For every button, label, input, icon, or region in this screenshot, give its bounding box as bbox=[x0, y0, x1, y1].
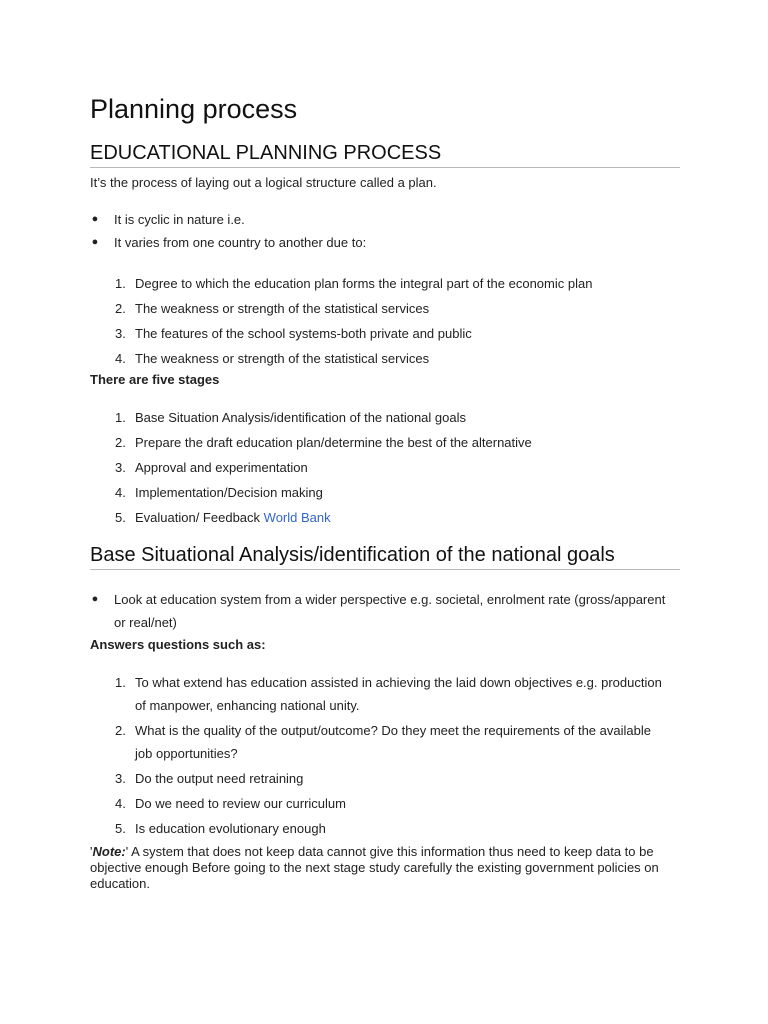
note-label: Note: bbox=[92, 844, 126, 859]
list-item: 3. Do the output need retraining bbox=[115, 771, 304, 786]
bullet-icon: ● bbox=[91, 593, 99, 605]
section-heading-base-situational-analysis: Base Situational Analysis/identification of the national goals bbox=[90, 542, 680, 570]
list-item: ● It is cyclic in nature i.e. bbox=[90, 208, 680, 231]
questions-list bbox=[90, 671, 680, 840]
list-item: 1. Base Situation Analysis/identification of the national goals bbox=[115, 410, 466, 425]
list-item: 2. Prepare the draft education plan/determine the best of the alternative bbox=[115, 435, 532, 450]
bullet-icon: ● bbox=[91, 213, 99, 225]
page-title: Planning process bbox=[90, 94, 298, 124]
list-item: 3. The features of the school systems-both private and public bbox=[115, 326, 472, 341]
list-item: 4. The weakness or strength of the statistical services bbox=[115, 351, 430, 366]
answers-label: Answers questions such as: bbox=[90, 637, 266, 652]
list-item: 4. Implementation/Decision making bbox=[115, 485, 323, 500]
stages-label: There are five stages bbox=[90, 372, 220, 387]
note-text: A system that does not keep data cannot give this information thus need to keep data to be objective enough Before going to the next stage study carefully the existing government policies on education. bbox=[90, 844, 659, 891]
document-page bbox=[90, 92, 680, 892]
characteristics-list bbox=[90, 208, 680, 254]
list-item: ● It varies from one country to another due to: bbox=[90, 231, 680, 254]
list-item: 2. The weakness or strength of the statistical services bbox=[115, 301, 430, 316]
bullet-icon: ● bbox=[91, 236, 99, 248]
list-item: 1. To what extend has education assisted in achieving the laid down objectives e.g. production of manpower, enhancing national unity. bbox=[115, 675, 662, 713]
list-item: 4. Do we need to review our curriculum bbox=[115, 796, 346, 811]
reasons-list bbox=[90, 272, 680, 370]
list-item: 2. What is the quality of the output/outcome? Do they meet the requirements of the available job opportunities? bbox=[115, 723, 651, 761]
list-item: ● Look at education system from a wider perspective e.g. societal, enrolment rate (gross/apparent or real/net) bbox=[90, 588, 680, 634]
list-item: 1. Degree to which the education plan forms the integral part of the economic plan bbox=[115, 276, 593, 291]
stages-list bbox=[90, 406, 680, 529]
list-item: 5. Evaluation/ Feedback World Bank bbox=[115, 510, 331, 525]
list-item: 5. Is education evolutionary enough bbox=[115, 821, 326, 836]
section-educational-planning bbox=[90, 140, 680, 529]
world-bank-link[interactable]: World Bank bbox=[263, 510, 331, 525]
perspective-list bbox=[90, 588, 680, 634]
section-base-situational-analysis bbox=[90, 542, 680, 892]
intro-paragraph: It’s the process of laying out a logical structure called a plan. bbox=[90, 175, 437, 190]
note-paragraph: 'Note:' A system that does not keep data cannot give this information thus need to keep data to be objective enough Before going to the next stage study carefully the existing government policies on education. bbox=[90, 844, 659, 891]
list-item: 3. Approval and experimentation bbox=[115, 460, 308, 475]
section-heading-educational-planning: EDUCATIONAL PLANNING PROCESS bbox=[90, 140, 680, 168]
